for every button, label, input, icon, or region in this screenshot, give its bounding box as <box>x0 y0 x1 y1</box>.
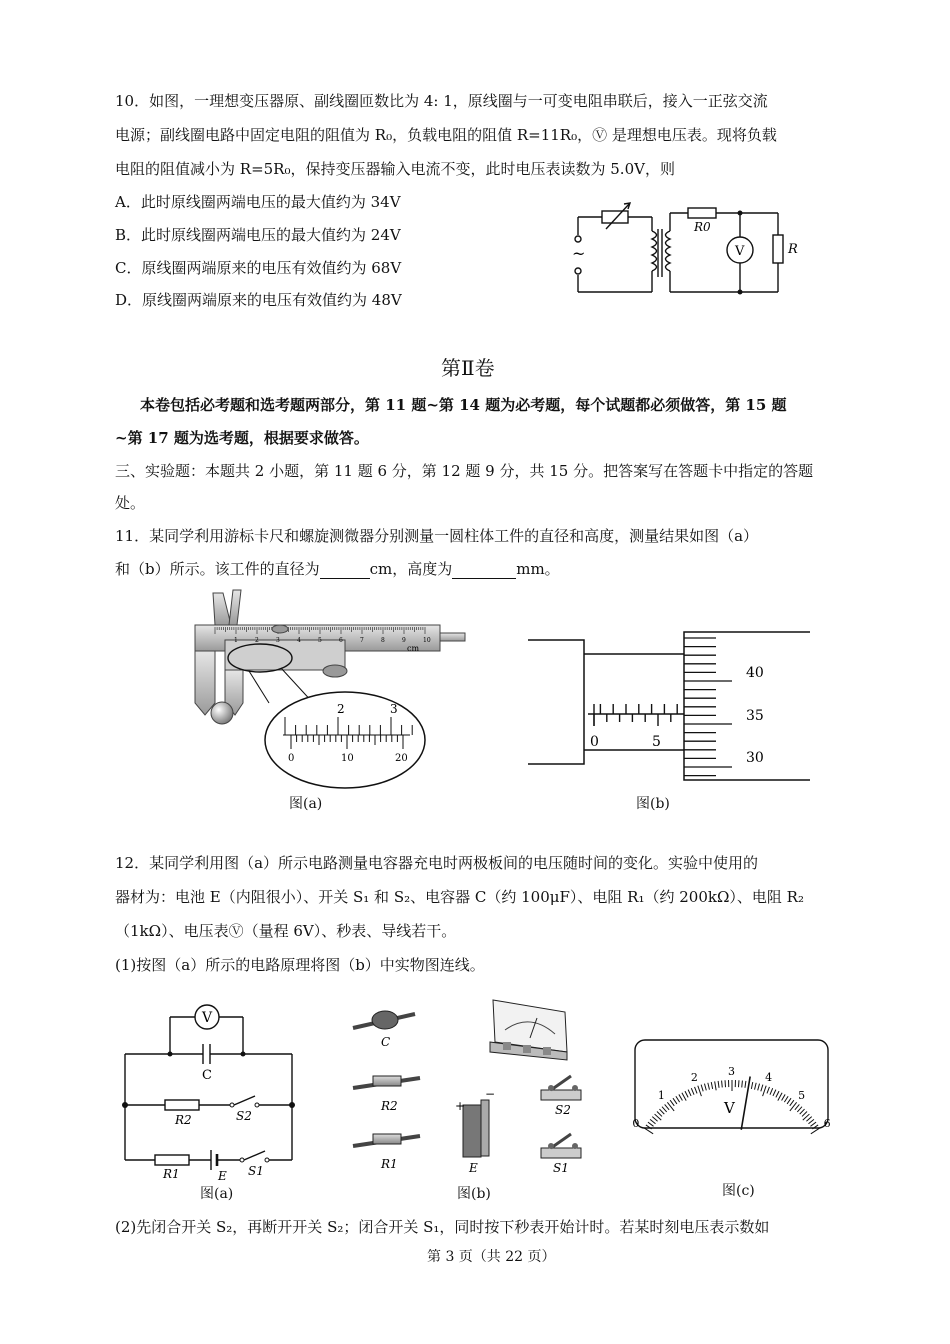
experiment-heading-line-2: 处。 <box>115 494 146 512</box>
fig12a-s1-label: S1 <box>248 1164 264 1178</box>
label-r: R <box>788 242 798 257</box>
fig12b-c-label: C <box>381 1035 391 1049</box>
voltmeter-symbol: V <box>735 244 745 259</box>
beam-label: 5 <box>318 637 322 644</box>
q10-option-d: D．原线圈两端原来的电压有效值约为 48V <box>115 291 402 309</box>
fig-11b-caption: 图(b) <box>636 796 670 812</box>
beam-label: 1 <box>234 637 238 644</box>
dial-tick-label: 3 <box>728 1065 735 1078</box>
page-footer: 第 3 页（共 22 页） <box>427 1249 556 1265</box>
beam-label: 4 <box>297 637 301 644</box>
fig12a-s2-label: S2 <box>236 1109 252 1123</box>
label-r0: R0 <box>694 220 711 234</box>
q12-line-5: (2)先闭合开关 S₂，再断开开关 S₂；闭合开关 S₁，同时按下秒表开始计时。若某时刻电压表示数如 <box>115 1218 770 1236</box>
beam-label: 9 <box>402 637 406 644</box>
sleeve-label-0: 0 <box>590 734 599 750</box>
beam-label: 2 <box>255 637 259 644</box>
beam-label: 7 <box>360 637 364 644</box>
section-bold-line-1: 本卷包括必考题和选考题两部分，第 11 题~第 14 题为必考题，每个试题都必须做答，第 15 题 <box>140 396 787 414</box>
micrometer-figure <box>520 628 820 788</box>
beam-label: 8 <box>381 637 385 644</box>
battery-minus-sign: − <box>485 1087 496 1101</box>
dial-tick-label: 4 <box>765 1071 773 1085</box>
q10-line-2: 电源；副线圈电路中固定电阻的阻值为 R₀，负载电阻的阻值 R=11R₀，Ⓥ 是理想电压表。现将负载 <box>115 126 777 144</box>
physical-components-figure <box>345 990 595 1185</box>
section-title: 第Ⅱ卷 <box>441 356 495 380</box>
fig12a-voltmeter-label: V <box>202 1010 213 1026</box>
vernier-caliper-figure <box>185 585 470 795</box>
fig12b-r1-label: R1 <box>381 1157 398 1171</box>
experiment-heading-line-1: 三、实验题：本题共 2 小题，第 11 题 6 分，第 12 题 9 分，共 15 分。把答案写在答题卡中指定的答题 <box>115 462 814 480</box>
beam-label: 10 <box>423 637 431 644</box>
zoom-main-label-2: 2 <box>337 702 345 716</box>
fig12b-s2-label: S2 <box>555 1103 571 1117</box>
zoom-vernier-label-10: 10 <box>341 753 354 764</box>
section-bold-line-2: ~第 17 题为选考题，根据要求做答。 <box>115 429 369 447</box>
fig12b-s1-label: S1 <box>553 1161 569 1175</box>
fig-11a-caption: 图(a) <box>289 796 323 812</box>
caliper-unit-label: cm <box>407 644 420 653</box>
q12-line-2: 器材为：电池 E（内阻很小）、开关 S₁ 和 S₂、电容器 C（约 100μF）、电阻 R₁（约 200kΩ）、电阻 R₂ <box>115 888 804 906</box>
q11-text-diameter: 和（b）所示。该工件的直径为 <box>115 560 320 578</box>
fig-12a-caption: 图(a) <box>200 1186 234 1202</box>
fig12a-e-label: E <box>218 1169 227 1183</box>
dial-tick-label: 2 <box>690 1071 698 1085</box>
fig12b-r2-label: R2 <box>381 1099 398 1113</box>
fig-12c-caption: 图(c) <box>722 1183 755 1199</box>
q10-line-3: 电阻的阻值减小为 R=5R₀，保持变压器输入电流不变，此时电压表读数为 5.0V，则 <box>115 160 675 178</box>
thimble-label-35: 35 <box>746 708 764 724</box>
sleeve-label-5: 5 <box>652 734 661 750</box>
q11-line-1: 11．某同学利用游标卡尺和螺旋测微器分别测量一圆柱体工件的直径和高度，测量结果如图（a） <box>115 527 759 545</box>
fig12a-capacitor-label: C <box>202 1068 212 1083</box>
ac-source-symbol: ~ <box>572 244 586 263</box>
fig12a-r2-label: R2 <box>175 1113 192 1127</box>
q10-option-a: A．此时原线圈两端电压的最大值约为 34V <box>115 193 401 211</box>
transformer-circuit-diagram <box>560 195 820 305</box>
battery-plus-sign: + <box>455 1099 466 1113</box>
dial-tick-label: 5 <box>798 1089 806 1103</box>
diameter-answer-blank[interactable] <box>320 562 370 579</box>
fig12a-r1-label: R1 <box>163 1167 180 1181</box>
fig-12b-caption: 图(b) <box>457 1186 491 1202</box>
q11-line-2 <box>115 559 560 579</box>
beam-label: 6 <box>339 637 343 644</box>
zoom-vernier-label-20: 20 <box>395 753 408 764</box>
zoom-main-label-3: 3 <box>390 702 398 716</box>
q11-text-unit: mm。 <box>516 560 560 578</box>
thimble-label-40: 40 <box>746 665 764 681</box>
dial-unit-label: V <box>724 1099 735 1117</box>
q10-option-c: C．原线圈两端原来的电压有效值约为 68V <box>115 259 402 277</box>
zoom-vernier-label-0: 0 <box>288 753 295 764</box>
dial-tick-label: 1 <box>657 1089 665 1103</box>
voltmeter-dial-figure <box>630 1035 835 1135</box>
dial-tick-label: 0 <box>632 1116 640 1130</box>
q12-line-1: 12．某同学利用图（a）所示电路测量电容器充电时两极板间的电压随时间的变化。实验中使用的 <box>115 854 759 872</box>
q12-line-3: （1kΩ）、电压表Ⓥ（量程 6V）、秒表、导线若干。 <box>115 922 457 940</box>
capacitor-circuit-diagram <box>115 1000 305 1185</box>
q10-option-b: B．此时原线圈两端电压的最大值约为 24V <box>115 226 401 244</box>
thimble-label-30: 30 <box>746 750 764 766</box>
q10-line-1: 10．如图，一理想变压器原、副线圈匝数比为 4: 1，原线圈与一可变电阻串联后，接入一正弦交流 <box>115 92 768 110</box>
dial-tick-label: 6 <box>823 1116 831 1130</box>
q11-text-height: cm，高度为 <box>369 560 453 578</box>
height-answer-blank[interactable] <box>452 562 516 579</box>
fig12b-e-label: E <box>469 1161 478 1175</box>
beam-label: 3 <box>276 637 280 644</box>
q12-line-4: (1)按图（a）所示的电路原理将图（b）中实物图连线。 <box>115 956 485 974</box>
